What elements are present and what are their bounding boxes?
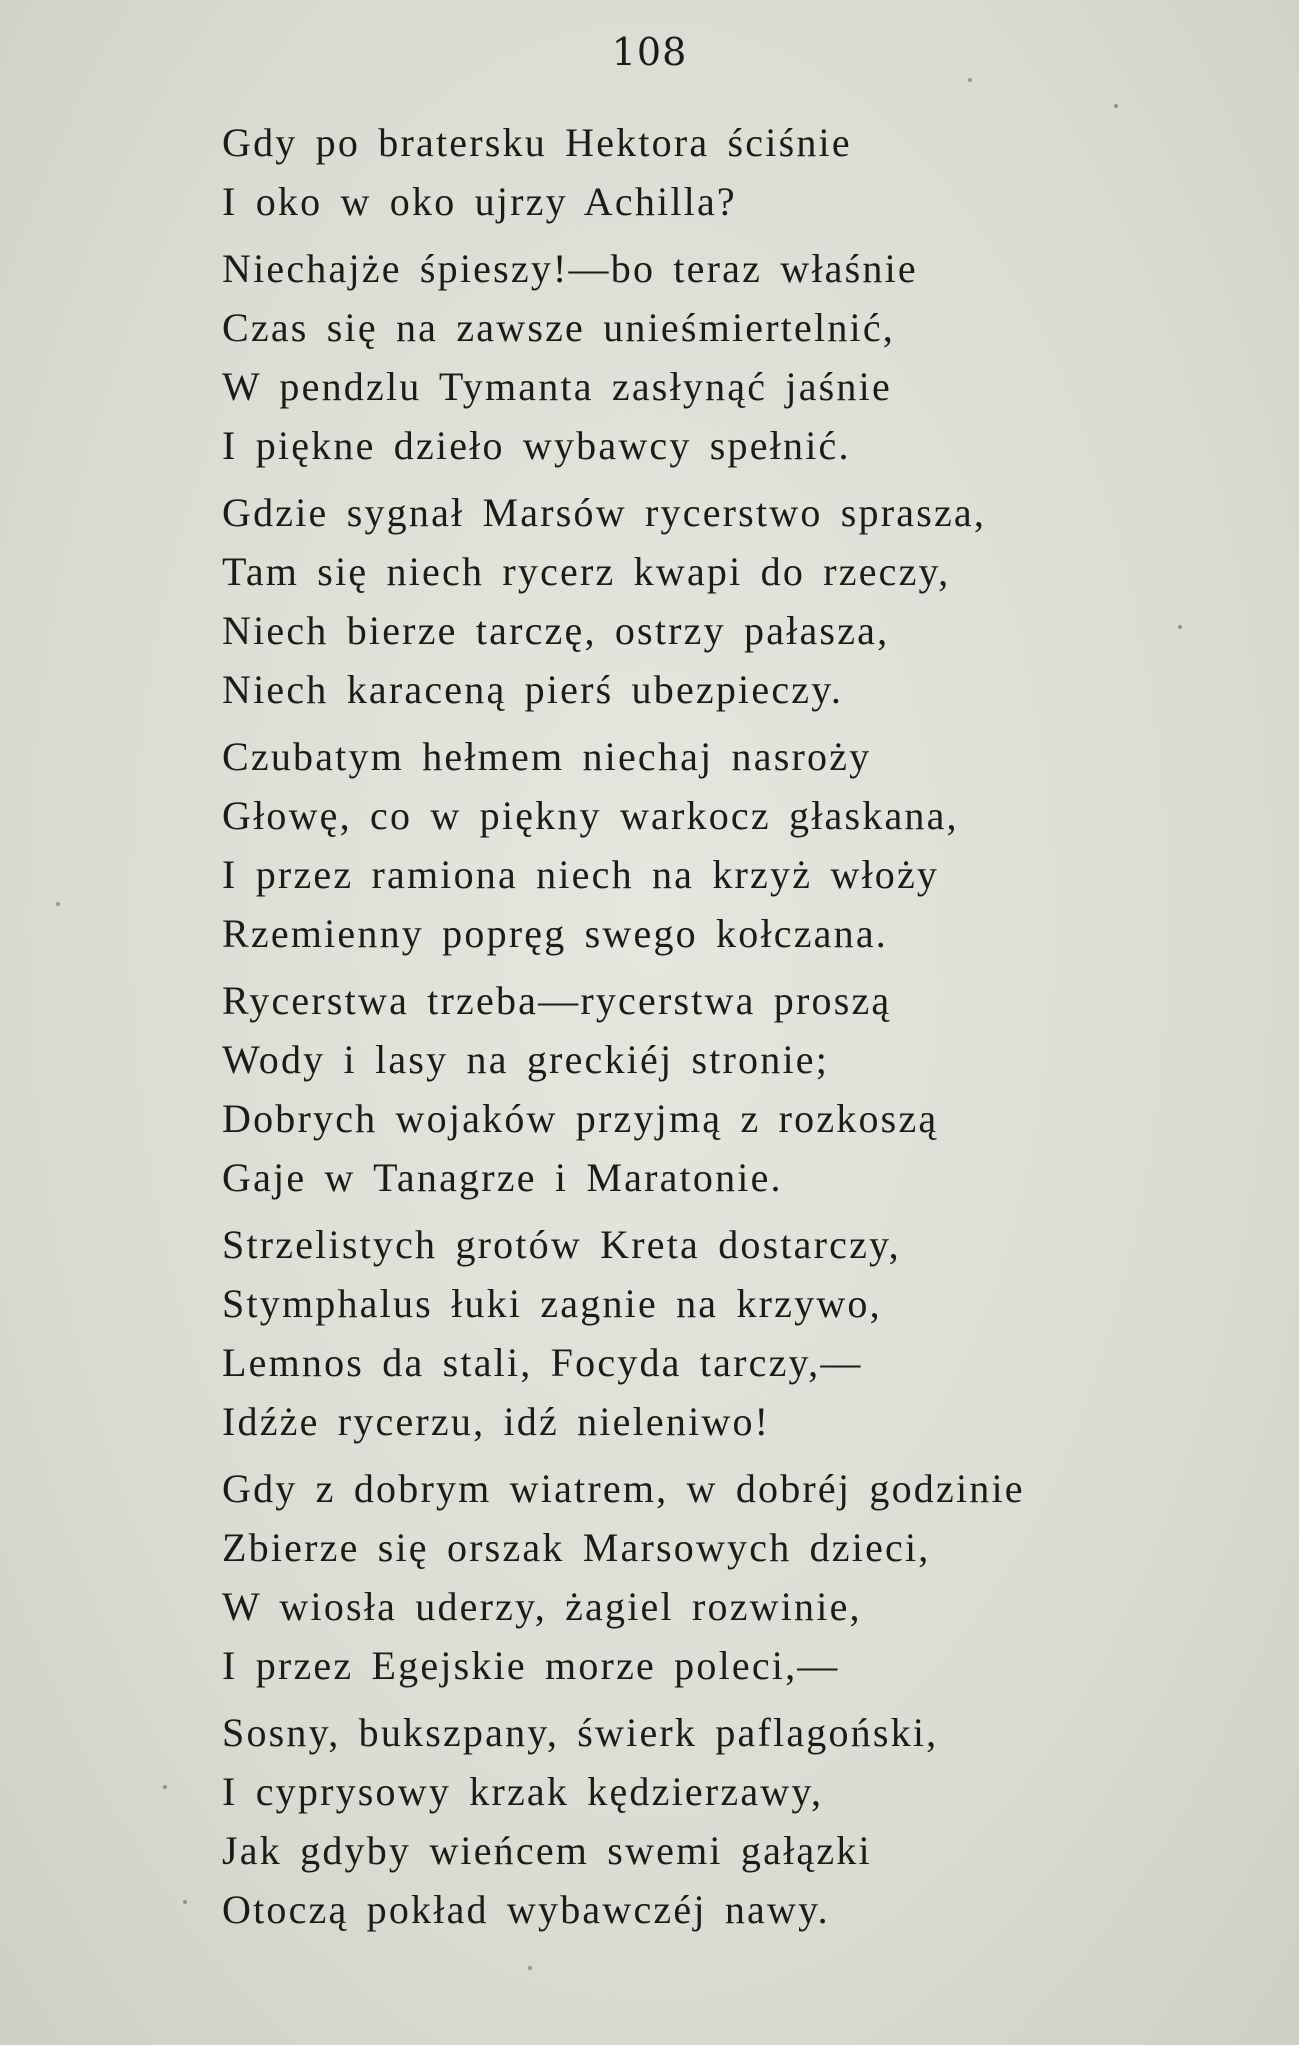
page-number: 108 xyxy=(611,30,688,74)
poem-line: Gdy po bratersku Hektora ściśnie xyxy=(222,120,852,165)
poem-line: Jak gdyby wieńcem swemi gałązki xyxy=(222,1828,872,1873)
poem-line: I cyprysowy krzak kędzierzawy, xyxy=(222,1769,824,1814)
stanza-3 xyxy=(222,483,1222,719)
paper-speck xyxy=(1114,104,1118,108)
poem-line: Czas się na zawsze unieśmiertelnić, xyxy=(222,305,895,350)
stanza-6 xyxy=(222,1215,1222,1451)
poem-line: W wiosła uderzy, żagiel rozwinie, xyxy=(222,1584,862,1629)
poem-line: Rycerstwa trzeba—rycerstwa proszą xyxy=(222,978,892,1023)
stanza-8 xyxy=(222,1703,1222,1939)
poem-line: Czubatym hełmem niechaj nasroży xyxy=(222,734,872,779)
stanza-1 xyxy=(222,113,1222,231)
poem-line: Gdy z dobrym wiatrem, w dobréj godzinie xyxy=(222,1466,1025,1511)
poem-line: Tam się niech rycerz kwapi do rzeczy, xyxy=(222,549,951,594)
stanza-2 xyxy=(222,239,1222,475)
poem-line: Idźże rycerzu, idź nieleniwo! xyxy=(222,1399,771,1444)
poem-line: I przez ramiona niech na krzyż włoży xyxy=(222,852,940,897)
poem-line: I przez Egejskie morze poleci,— xyxy=(222,1643,840,1688)
paper-speck xyxy=(1178,625,1182,629)
poem xyxy=(222,113,1222,1939)
stanza-4 xyxy=(222,727,1222,963)
paper-speck xyxy=(56,902,60,906)
poem-line: Niech bierze tarczę, ostrzy pałasza, xyxy=(222,608,890,653)
poem-line: Lemnos da stali, Focyda tarczy,— xyxy=(222,1340,863,1385)
poem-line: W pendzlu Tymanta zasłynąć jaśnie xyxy=(222,364,892,409)
stanza-5 xyxy=(222,971,1222,1207)
poem-line: I piękne dzieło wybawcy spełnić. xyxy=(222,423,851,468)
paper-speck xyxy=(163,1785,167,1789)
stanza-7 xyxy=(222,1459,1222,1695)
poem-line: Strzelistych grotów Kreta dostarczy, xyxy=(222,1222,901,1267)
poem-line: Otoczą pokład wybawczéj nawy. xyxy=(222,1887,830,1932)
poem-line: Gdzie sygnał Marsów rycerstwo sprasza, xyxy=(222,490,987,535)
poem-line: Wody i lasy na greckiéj stronie; xyxy=(222,1037,830,1082)
poem-line: Zbierze się orszak Marsowych dzieci, xyxy=(222,1525,931,1570)
poem-line: Niechajże śpieszy!—bo teraz właśnie xyxy=(222,246,918,291)
paper-speck xyxy=(968,78,972,82)
paper-speck xyxy=(528,1966,532,1970)
poem-line: Gaje w Tanagrze i Maratonie. xyxy=(222,1155,783,1200)
poem-line: Głowę, co w piękny warkocz głaskana, xyxy=(222,793,959,838)
poem-line: Sosny, bukszpany, świerk paflagoński, xyxy=(222,1710,939,1755)
poem-line: Rzemienny popręg swego kołczana. xyxy=(222,911,888,956)
poem-line: Stymphalus łuki zagnie na krzywo, xyxy=(222,1281,882,1326)
poem-line: Dobrych wojaków przyjmą z rozkoszą xyxy=(222,1096,939,1141)
paper-speck xyxy=(183,1900,187,1904)
poem-line: I oko w oko ujrzy Achilla? xyxy=(222,179,737,224)
poem-line: Niech karaceną pierś ubezpieczy. xyxy=(222,667,844,712)
